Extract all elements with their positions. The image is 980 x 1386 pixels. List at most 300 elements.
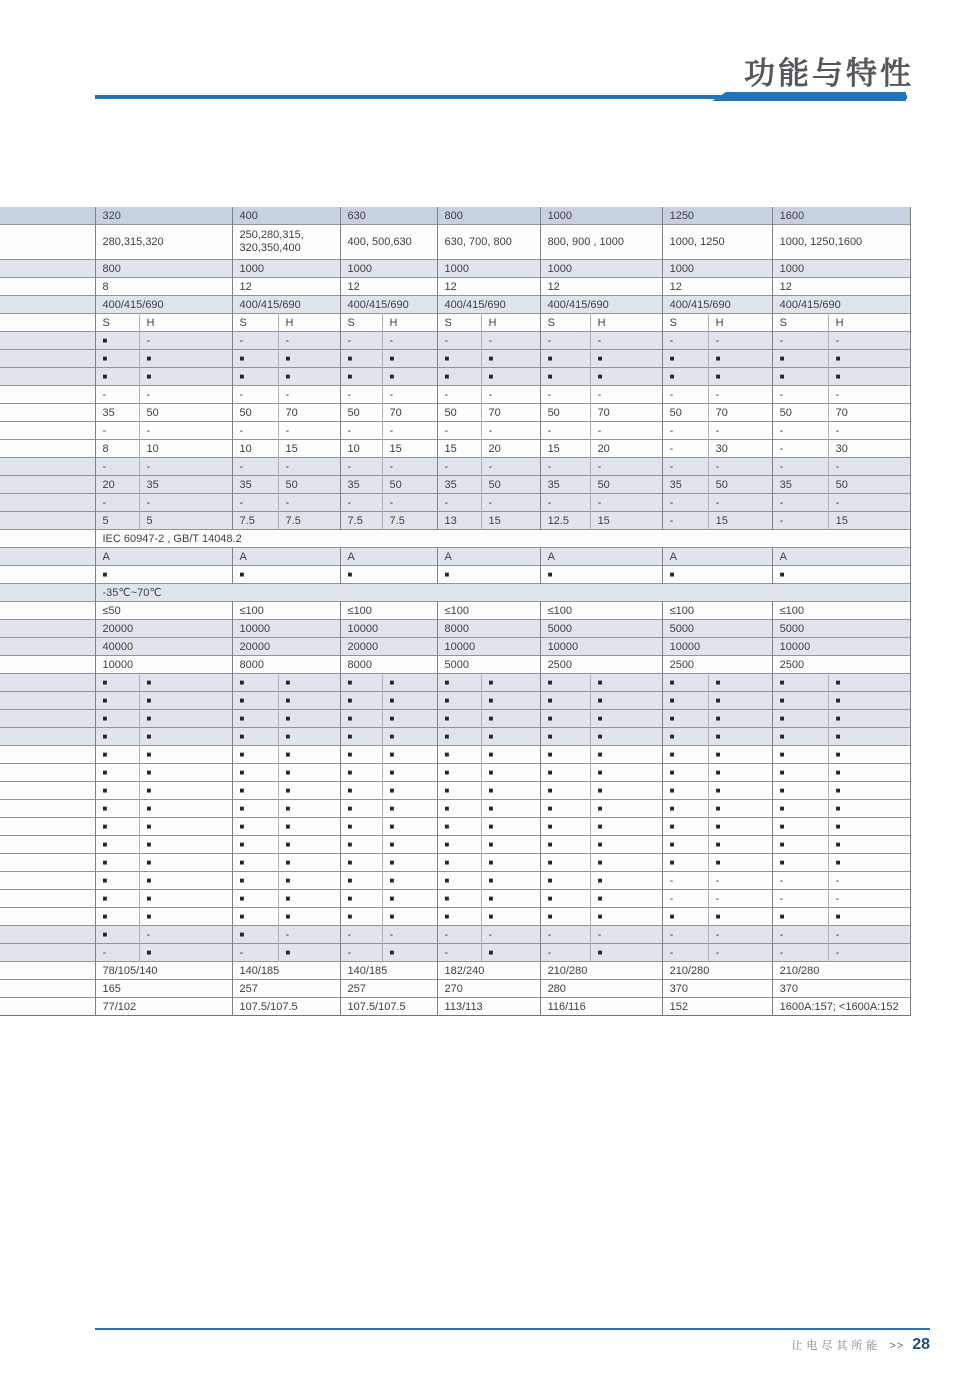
row-label-cell — [0, 890, 95, 908]
table-row — [0, 908, 910, 926]
spec-cell: H — [139, 314, 232, 332]
filled-square-marker: ■ — [340, 854, 382, 872]
spec-cell: 50 — [437, 404, 481, 422]
spec-cell: 20 — [590, 440, 662, 458]
filled-square-marker: ■ — [232, 926, 278, 944]
filled-square-marker: ■ — [662, 818, 708, 836]
filled-square-marker: ■ — [95, 728, 139, 746]
table-row — [0, 584, 910, 602]
spec-cell: 10000 — [437, 638, 540, 656]
spec-cell: 165 — [95, 980, 232, 998]
filled-square-marker: ■ — [382, 692, 437, 710]
spec-cell: - — [540, 944, 590, 962]
spec-cell: 8000 — [437, 620, 540, 638]
filled-square-marker: ■ — [590, 692, 662, 710]
spec-cell: - — [340, 944, 382, 962]
filled-square-marker: ■ — [340, 908, 382, 926]
filled-square-marker: ■ — [662, 908, 708, 926]
spec-cell: 50 — [278, 476, 340, 494]
filled-square-marker: ■ — [708, 692, 772, 710]
row-label-cell — [0, 548, 95, 566]
spec-cell: 2500 — [772, 656, 910, 674]
filled-square-marker: ■ — [590, 818, 662, 836]
filled-square-marker: ■ — [662, 710, 708, 728]
filled-square-marker: ■ — [232, 692, 278, 710]
filled-square-marker: ■ — [278, 782, 340, 800]
filled-square-marker: ■ — [772, 350, 828, 368]
filled-square-marker: ■ — [278, 854, 340, 872]
table-row — [0, 350, 910, 368]
spec-cell: 10000 — [662, 638, 772, 656]
filled-square-marker: ■ — [481, 854, 540, 872]
spec-cell: -35℃~70℃ — [95, 584, 910, 602]
spec-cell: 78/105/140 — [95, 962, 232, 980]
filled-square-marker: ■ — [828, 368, 910, 386]
spec-cell: 140/185 — [340, 962, 437, 980]
spec-cell: H — [708, 314, 772, 332]
row-label-cell — [0, 440, 95, 458]
spec-cell: 8000 — [232, 656, 340, 674]
spec-cell: S — [662, 314, 708, 332]
spec-cell: 12 — [437, 278, 540, 296]
filled-square-marker: ■ — [232, 710, 278, 728]
row-label-cell — [0, 404, 95, 422]
spec-cell: 800 — [437, 207, 540, 225]
spec-cell: - — [437, 494, 481, 512]
filled-square-marker: ■ — [382, 350, 437, 368]
spec-cell: - — [828, 926, 910, 944]
spec-cell: 400/415/690 — [662, 296, 772, 314]
spec-cell: 35 — [772, 476, 828, 494]
spec-cell: 107.5/107.5 — [340, 998, 437, 1016]
spec-cell: 630 — [340, 207, 437, 225]
spec-cell: - — [481, 332, 540, 350]
row-label-cell — [0, 764, 95, 782]
row-label-cell — [0, 998, 95, 1016]
filled-square-marker: ■ — [590, 944, 662, 962]
row-label-cell — [0, 872, 95, 890]
table-row — [0, 548, 910, 566]
filled-square-marker: ■ — [662, 728, 708, 746]
filled-square-marker: ■ — [382, 674, 437, 692]
spec-cell: 13 — [437, 512, 481, 530]
spec-cell: 15 — [540, 440, 590, 458]
spec-cell: 5 — [95, 512, 139, 530]
filled-square-marker: ■ — [278, 800, 340, 818]
spec-cell: - — [232, 458, 278, 476]
table-row — [0, 440, 910, 458]
filled-square-marker: ■ — [95, 368, 139, 386]
spec-cell: - — [540, 458, 590, 476]
filled-square-marker: ■ — [540, 872, 590, 890]
filled-square-marker: ■ — [278, 908, 340, 926]
filled-square-marker: ■ — [708, 674, 772, 692]
filled-square-marker: ■ — [708, 782, 772, 800]
filled-square-marker: ■ — [437, 890, 481, 908]
spec-cell: - — [340, 332, 382, 350]
table-row — [0, 962, 910, 980]
spec-cell: 1600 — [772, 207, 910, 225]
filled-square-marker: ■ — [278, 692, 340, 710]
spec-cell: - — [382, 332, 437, 350]
row-label-cell — [0, 818, 95, 836]
spec-cell: 5000 — [540, 620, 662, 638]
filled-square-marker: ■ — [662, 566, 772, 584]
filled-square-marker: ■ — [139, 674, 232, 692]
filled-square-marker: ■ — [772, 746, 828, 764]
spec-cell: - — [232, 422, 278, 440]
spec-cell: - — [340, 494, 382, 512]
spec-cell: - — [278, 386, 340, 404]
spec-cell: 50 — [772, 404, 828, 422]
filled-square-marker: ■ — [662, 746, 708, 764]
row-label-cell — [0, 422, 95, 440]
spec-cell: A — [232, 548, 340, 566]
table-row — [0, 512, 910, 530]
spec-cell: 35 — [437, 476, 481, 494]
filled-square-marker: ■ — [340, 746, 382, 764]
spec-cell: 12 — [232, 278, 340, 296]
filled-square-marker: ■ — [382, 782, 437, 800]
spec-cell: 20 — [95, 476, 139, 494]
spec-cell: - — [340, 386, 382, 404]
spec-cell: 50 — [340, 404, 382, 422]
spec-cell: 12 — [540, 278, 662, 296]
spec-cell: 400/415/690 — [772, 296, 910, 314]
spec-cell: 8000 — [340, 656, 437, 674]
spec-cell: - — [772, 926, 828, 944]
spec-cell: 30 — [708, 440, 772, 458]
spec-cell: 7.5 — [232, 512, 278, 530]
spec-cell: 8 — [95, 278, 232, 296]
filled-square-marker: ■ — [540, 854, 590, 872]
filled-square-marker: ■ — [590, 368, 662, 386]
spec-cell: 15 — [481, 512, 540, 530]
spec-cell: 50 — [232, 404, 278, 422]
filled-square-marker: ■ — [828, 728, 910, 746]
table-row — [0, 998, 910, 1016]
spec-cell: A — [95, 548, 232, 566]
filled-square-marker: ■ — [139, 854, 232, 872]
table-row — [0, 638, 910, 656]
spec-cell: - — [481, 386, 540, 404]
table-row — [0, 404, 910, 422]
spec-cell: 140/185 — [232, 962, 340, 980]
spec-cell: 15 — [828, 512, 910, 530]
filled-square-marker: ■ — [95, 890, 139, 908]
spec-cell: - — [772, 440, 828, 458]
row-label-cell — [0, 584, 95, 602]
filled-square-marker: ■ — [828, 710, 910, 728]
filled-square-marker: ■ — [828, 800, 910, 818]
row-label-cell — [0, 782, 95, 800]
filled-square-marker: ■ — [540, 692, 590, 710]
spec-cell: - — [481, 926, 540, 944]
spec-cell: - — [662, 422, 708, 440]
row-label-cell — [0, 512, 95, 530]
spec-cell: - — [590, 458, 662, 476]
spec-cell: - — [662, 512, 708, 530]
filled-square-marker: ■ — [828, 782, 910, 800]
spec-cell: 1000, 1250,1600 — [772, 225, 910, 260]
spec-cell: 257 — [340, 980, 437, 998]
spec-cell: - — [772, 944, 828, 962]
filled-square-marker: ■ — [139, 782, 232, 800]
spec-cell: 12.5 — [540, 512, 590, 530]
filled-square-marker: ■ — [828, 674, 910, 692]
spec-cell: 10 — [340, 440, 382, 458]
filled-square-marker: ■ — [340, 890, 382, 908]
spec-cell: - — [278, 422, 340, 440]
filled-square-marker: ■ — [278, 728, 340, 746]
filled-square-marker: ■ — [139, 818, 232, 836]
spec-cell: - — [540, 926, 590, 944]
filled-square-marker: ■ — [382, 890, 437, 908]
spec-cell: - — [662, 332, 708, 350]
filled-square-marker: ■ — [590, 854, 662, 872]
filled-square-marker: ■ — [772, 782, 828, 800]
filled-square-marker: ■ — [772, 728, 828, 746]
table-row — [0, 458, 910, 476]
row-label-cell — [0, 674, 95, 692]
table-row — [0, 494, 910, 512]
table-row — [0, 872, 910, 890]
spec-cell: - — [232, 386, 278, 404]
spec-cell: 30 — [828, 440, 910, 458]
row-label-cell — [0, 386, 95, 404]
spec-cell: - — [540, 494, 590, 512]
spec-cell: 8 — [95, 440, 139, 458]
spec-cell: - — [278, 926, 340, 944]
table-row — [0, 278, 910, 296]
table-row — [0, 368, 910, 386]
filled-square-marker: ■ — [481, 710, 540, 728]
spec-cell: 35 — [340, 476, 382, 494]
filled-square-marker: ■ — [278, 746, 340, 764]
filled-square-marker: ■ — [382, 944, 437, 962]
row-label-cell — [0, 225, 95, 260]
row-label-cell — [0, 332, 95, 350]
filled-square-marker: ■ — [772, 764, 828, 782]
filled-square-marker: ■ — [437, 764, 481, 782]
filled-square-marker: ■ — [772, 800, 828, 818]
spec-cell: - — [437, 944, 481, 962]
filled-square-marker: ■ — [340, 710, 382, 728]
spec-cell: A — [540, 548, 662, 566]
filled-square-marker: ■ — [590, 836, 662, 854]
table-row — [0, 314, 910, 332]
spec-cell: ≤100 — [540, 602, 662, 620]
filled-square-marker: ■ — [481, 692, 540, 710]
table-row — [0, 422, 910, 440]
spec-cell: 257 — [232, 980, 340, 998]
spec-cell: 1250 — [662, 207, 772, 225]
spec-cell: 12 — [340, 278, 437, 296]
spec-cell: 400/415/690 — [540, 296, 662, 314]
filled-square-marker: ■ — [232, 800, 278, 818]
filled-square-marker: ■ — [278, 836, 340, 854]
spec-cell: S — [340, 314, 382, 332]
row-label-cell — [0, 656, 95, 674]
spec-cell: - — [382, 458, 437, 476]
filled-square-marker: ■ — [382, 818, 437, 836]
spec-cell: - — [662, 926, 708, 944]
spec-cell: - — [590, 494, 662, 512]
filled-square-marker: ■ — [481, 350, 540, 368]
filled-square-marker: ■ — [278, 710, 340, 728]
spec-cell: 400/415/690 — [232, 296, 340, 314]
spec-cell: 10000 — [772, 638, 910, 656]
spec-cell: 7.5 — [340, 512, 382, 530]
filled-square-marker: ■ — [481, 674, 540, 692]
spec-cell: - — [139, 422, 232, 440]
filled-square-marker: ■ — [481, 746, 540, 764]
spec-cell: 12 — [662, 278, 772, 296]
spec-cell: - — [95, 386, 139, 404]
spec-cell: 400/415/690 — [95, 296, 232, 314]
spec-cell: - — [772, 494, 828, 512]
filled-square-marker: ■ — [481, 836, 540, 854]
filled-square-marker: ■ — [382, 710, 437, 728]
spec-cell: 70 — [828, 404, 910, 422]
table-row — [0, 260, 910, 278]
table-row — [0, 476, 910, 494]
filled-square-marker: ■ — [828, 350, 910, 368]
spec-cell: - — [540, 422, 590, 440]
spec-cell: - — [590, 926, 662, 944]
filled-square-marker: ■ — [232, 818, 278, 836]
spec-cell: 20 — [481, 440, 540, 458]
filled-square-marker: ■ — [232, 872, 278, 890]
page-number: 28 — [912, 1336, 930, 1353]
filled-square-marker: ■ — [662, 764, 708, 782]
spec-cell: 77/102 — [95, 998, 232, 1016]
filled-square-marker: ■ — [95, 836, 139, 854]
spec-cell: - — [278, 458, 340, 476]
spec-cell: 70 — [278, 404, 340, 422]
spec-cell: 1000 — [772, 260, 910, 278]
spec-cell: - — [382, 386, 437, 404]
filled-square-marker: ■ — [437, 674, 481, 692]
row-label-cell — [0, 746, 95, 764]
spec-cell: - — [437, 458, 481, 476]
filled-square-marker: ■ — [772, 818, 828, 836]
filled-square-marker: ■ — [540, 368, 590, 386]
filled-square-marker: ■ — [772, 836, 828, 854]
filled-square-marker: ■ — [232, 908, 278, 926]
spec-cell: - — [139, 386, 232, 404]
filled-square-marker: ■ — [481, 728, 540, 746]
spec-cell: 116/116 — [540, 998, 662, 1016]
filled-square-marker: ■ — [139, 728, 232, 746]
spec-cell: ≤100 — [437, 602, 540, 620]
row-label-cell — [0, 278, 95, 296]
spec-cell: - — [662, 872, 708, 890]
spec-cell: - — [662, 386, 708, 404]
filled-square-marker: ■ — [708, 818, 772, 836]
filled-square-marker: ■ — [708, 710, 772, 728]
filled-square-marker: ■ — [662, 836, 708, 854]
spec-cell: 270 — [437, 980, 540, 998]
spec-cell: - — [828, 890, 910, 908]
filled-square-marker: ■ — [481, 782, 540, 800]
spec-cell: 210/280 — [772, 962, 910, 980]
spec-cell: - — [662, 458, 708, 476]
filled-square-marker: ■ — [437, 350, 481, 368]
row-label-cell — [0, 836, 95, 854]
spec-cell: 15 — [590, 512, 662, 530]
table-row — [0, 656, 910, 674]
filled-square-marker: ■ — [95, 566, 232, 584]
row-label-cell — [0, 944, 95, 962]
spec-cell: - — [382, 494, 437, 512]
filled-square-marker: ■ — [340, 800, 382, 818]
filled-square-marker: ■ — [139, 368, 232, 386]
row-label-cell — [0, 854, 95, 872]
spec-cell: - — [590, 332, 662, 350]
table-row — [0, 836, 910, 854]
spec-cell: 320 — [95, 207, 232, 225]
page-title: 功能与特性 — [744, 56, 914, 91]
spec-cell: 1000 — [232, 260, 340, 278]
spec-cell: - — [772, 872, 828, 890]
filled-square-marker: ■ — [437, 854, 481, 872]
table-row — [0, 890, 910, 908]
table-row — [0, 818, 910, 836]
table-row — [0, 602, 910, 620]
spec-cell: 280,315,320 — [95, 225, 232, 260]
spec-cell: 280 — [540, 980, 662, 998]
filled-square-marker: ■ — [828, 764, 910, 782]
filled-square-marker: ■ — [708, 764, 772, 782]
filled-square-marker: ■ — [95, 332, 139, 350]
filled-square-marker: ■ — [772, 674, 828, 692]
spec-cell: A — [340, 548, 437, 566]
spec-cell: 35 — [95, 404, 139, 422]
spec-cell: 1000 — [437, 260, 540, 278]
table-row — [0, 980, 910, 998]
spec-cell: - — [481, 494, 540, 512]
filled-square-marker: ■ — [590, 782, 662, 800]
spec-cell: 20000 — [95, 620, 232, 638]
filled-square-marker: ■ — [772, 908, 828, 926]
spec-cell: A — [437, 548, 540, 566]
filled-square-marker: ■ — [95, 854, 139, 872]
row-label-cell — [0, 530, 95, 548]
spec-cell: - — [437, 422, 481, 440]
spec-table-body — [0, 207, 910, 1016]
filled-square-marker: ■ — [662, 350, 708, 368]
spec-cell: - — [340, 926, 382, 944]
row-label-cell — [0, 800, 95, 818]
filled-square-marker: ■ — [590, 746, 662, 764]
table-row — [0, 944, 910, 962]
spec-cell: - — [708, 890, 772, 908]
filled-square-marker: ■ — [232, 368, 278, 386]
spec-cell: 20000 — [232, 638, 340, 656]
spec-cell: 113/113 — [437, 998, 540, 1016]
spec-cell: 800, 900 , 1000 — [540, 225, 662, 260]
spec-cell: - — [708, 872, 772, 890]
filled-square-marker: ■ — [139, 800, 232, 818]
spec-cell: - — [278, 332, 340, 350]
filled-square-marker: ■ — [481, 818, 540, 836]
spec-cell: - — [540, 332, 590, 350]
table-row — [0, 710, 910, 728]
filled-square-marker: ■ — [662, 854, 708, 872]
spec-cell: 2500 — [540, 656, 662, 674]
spec-cell: 50 — [590, 476, 662, 494]
